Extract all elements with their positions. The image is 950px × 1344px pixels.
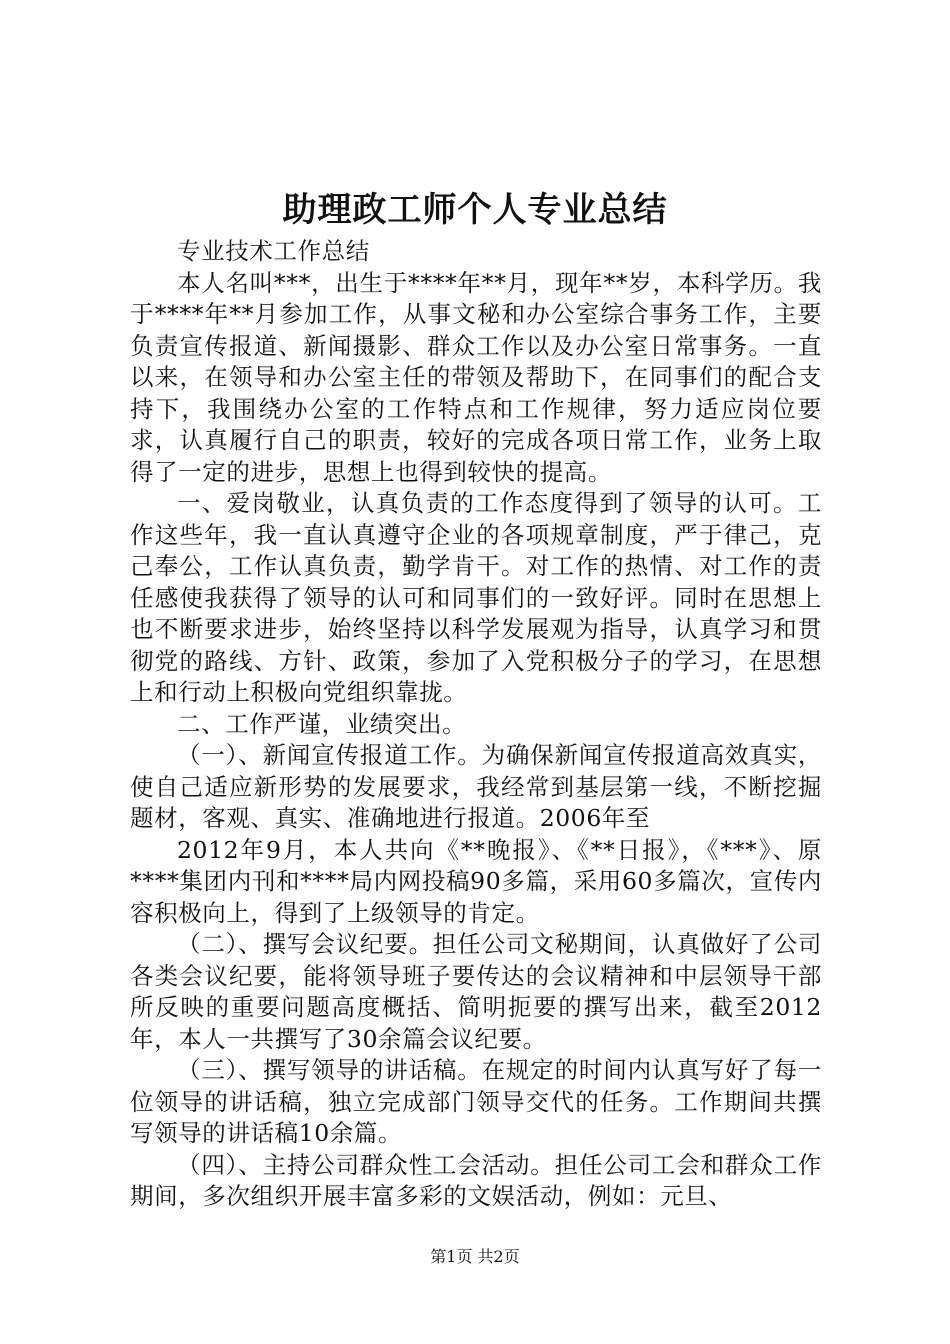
document-title: 助理政工师个人专业总结 (282, 190, 668, 230)
paragraph-section-1: 一、爱岗敬业，认真负责的工作态度得到了领导的认可。工作这些年，我一直认真遵守企业的各项规章制度，严于律己，克己奉公，工作认真负责，勤学肯干。对工作的热情、对工作的责任感使我获得了领导的认可和同事们的一致好评。同时在思想上也不断要求进步，始终坚持以科学发展观为指导，认真学习和贯彻党的路线、方针、政策，参加了入党积极分子的学习，在思想上和行动上积极向党组织靠拢。 (130, 489, 822, 706)
paragraph-item-1-continued: 2012年9月，本人共向《**晚报》、《**日报》，《***》、原****集团内刊和****局内网投稿90多篇，采用60多篇次，宣传内容积极向上，得到了上级领导的肯定。 (130, 835, 822, 927)
paragraph-item-3: （三）、撰写领导的讲话稿。在规定的时间内认真写好了每一位领导的讲话稿，独立完成部门领导交代的任务。工作期间共撰写领导的讲话稿10余篇。 (130, 1056, 822, 1147)
paragraph-intro: 本人名叫***，出生于****年**月，现年**岁，本科学历。我于****年**月参加工作，从事文秘和办公室综合事务工作，主要负责宣传报道、新闻摄影、群众工作以及办公室日常事务。一直以来，在领导和办公室主任的带领及帮助下，在同事们的配合支持下，我围绕办公室的工作特点和工作规律，努力适应岗位要求，认真履行自己的职责，较好的完成各项日常工作，业务上取得了一定的进步，思想上也得到较快的提高。 (130, 268, 822, 486)
paragraph-item-2: （二）、撰写会议纪要。担任公司文秘期间，认真做好了公司各类会议纪要，能将领导班子要传达的会议精神和中层领导干部所反映的重要问题高度概括、简明扼要的撰写出来，截至2012年，本人一共撰写了30余篇会议纪要。 (130, 930, 822, 1053)
document-body (130, 236, 822, 1213)
paragraph-section-2-heading: 二、工作严谨，业绩突出。 (177, 709, 467, 738)
paragraph-subtitle: 专业技术工作总结 (177, 237, 370, 265)
paragraph-item-4: （四）、主持公司群众性工会活动。担任公司工会和群众工作期间，多次组织开展丰富多彩的文娱活动，例如：元旦、 (130, 1150, 822, 1210)
paragraph-item-1: （一）、新闻宣传报道工作。为确保新闻宣传报道高效真实，使自己适应新形势的发展要求，我经常到基层第一线，不断挖掘题材，客观、真实、准确地进行报道。2006年至 (130, 741, 822, 832)
page-footer: 第1页 共2页 (430, 1247, 520, 1266)
